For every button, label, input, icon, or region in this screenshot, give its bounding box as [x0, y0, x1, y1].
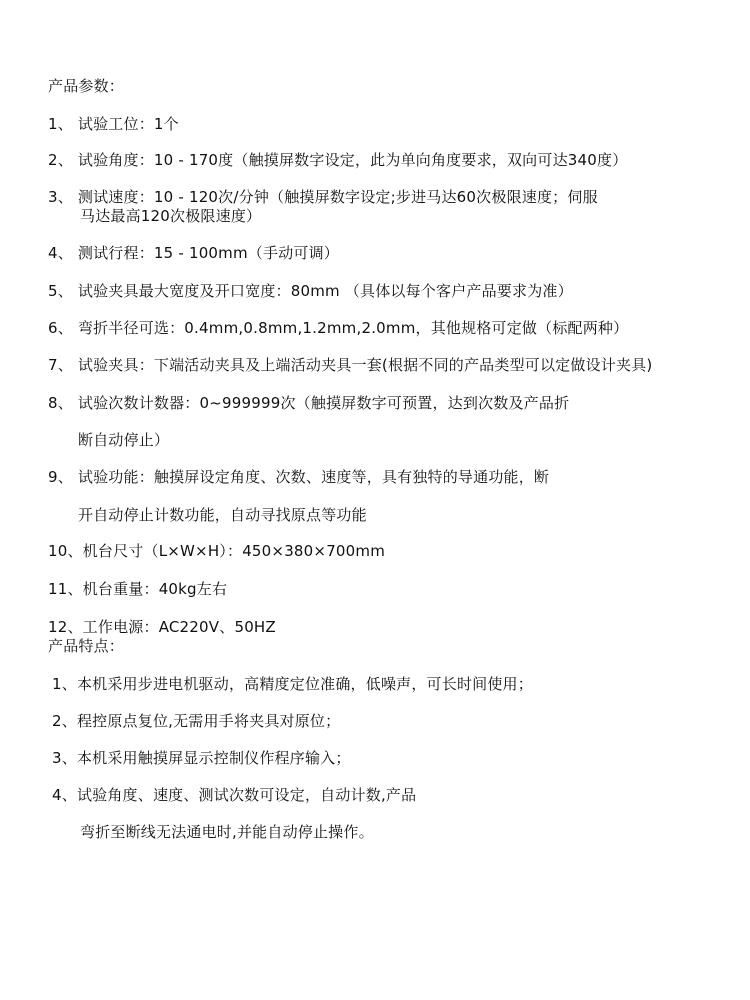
param-item-12: 12、工作电源：AC220V、50HZ [48, 618, 276, 636]
param-item-4: 4、 测试行程：15 - 100mm（手动可调） [48, 244, 340, 262]
param-item-7: 7、 试验夹具：下端活动夹具及上端活动夹具一套(根据不同的产品类型可以定做设计夹具) [48, 356, 653, 374]
param-item-9: 9、 试验功能：触摸屏设定角度、次数、速度等，具有独特的导通功能，断 [48, 468, 550, 486]
feature-item-4: 4、试验角度、速度、测试次数可设定，自动计数,产品 [52, 786, 417, 804]
param-item-3: 3、 测试速度：10 - 120次/分钟（触摸屏数字设定;步进马达60次极限速度；伺服 [48, 188, 598, 206]
feature-item-2: 2、程控原点复位,无需用手将夹具对原位； [52, 712, 341, 730]
param-item-1: 1、 试验工位：1个 [48, 115, 179, 133]
feature-item-3: 3、本机采用触摸屏显示控制仪作程序输入； [52, 749, 351, 767]
param-item-8-cont: 断自动停止） [78, 431, 170, 449]
param-item-10: 10、机台尺寸（L×W×H）：450×380×700mm [48, 542, 386, 560]
features-heading: 产品特点： [48, 637, 125, 655]
param-item-3-cont: 马达最高120次极限速度） [80, 207, 262, 225]
feature-item-4-cont: 弯折至断线无法通电时,并能自动停止操作。 [80, 823, 374, 841]
param-item-11: 11、机台重量：40kg左右 [48, 580, 228, 598]
params-heading: 产品参数： [48, 77, 125, 95]
param-item-8: 8、 试验次数计数器：0~999999次（触摸屏数字可预置，达到次数及产品折 [48, 394, 570, 412]
param-item-6: 6、 弯折半径可选：0.4mm,0.8mm,1.2mm,2.0mm，其他规格可定做（标配两种） [48, 319, 629, 337]
param-item-5: 5、 试验夹具最大宽度及开口宽度：80mm （具体以每个客户产品要求为准） [48, 282, 573, 300]
param-item-2: 2、 试验角度：10 - 170度（触摸屏数字设定，此为单向角度要求，双向可达340度） [48, 151, 628, 169]
param-item-9-cont: 开自动停止计数功能，自动寻找原点等功能 [78, 506, 367, 524]
feature-item-1: 1、本机采用步进电机驱动，高精度定位准确，低噪声，可长时间使用； [52, 675, 533, 693]
